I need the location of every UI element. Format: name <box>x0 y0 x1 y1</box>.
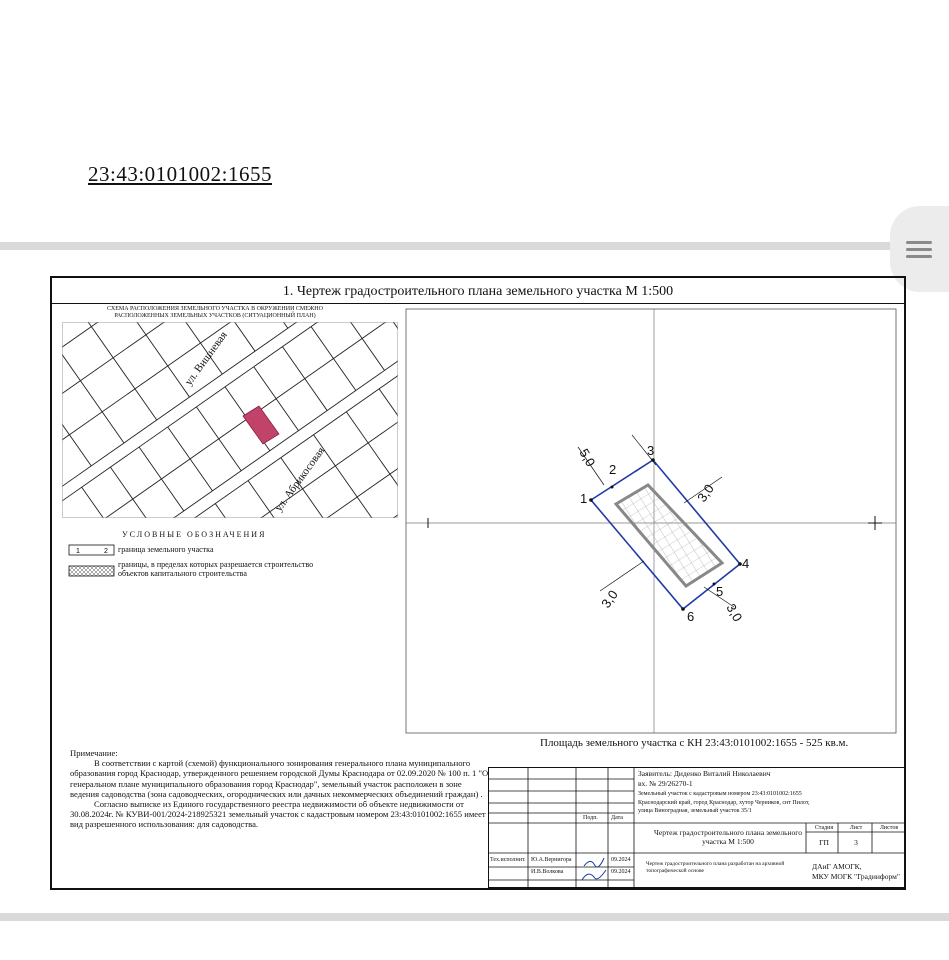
point-3: 3 <box>647 443 655 458</box>
street-label-abrikosovaya: ул. Абрикосовая <box>272 444 328 514</box>
page-divider-top <box>0 242 949 250</box>
point-1: 1 <box>580 491 588 506</box>
stamp-address-2: улица Виноградная, земельный участок 35/1 <box>638 808 752 814</box>
stamp-col-sign: Подп. <box>583 815 598 821</box>
point-6: 6 <box>687 609 695 624</box>
stamp-person-1: Ю.А.Вернигора <box>531 857 572 863</box>
point-4: 4 <box>742 556 750 571</box>
dim-label-1: 5,0 <box>576 446 599 470</box>
page-divider-bottom <box>0 913 949 921</box>
scheme-caption: СХЕМА РАСПОЛОЖЕНИЯ ЗЕМЕЛЬНОГО УЧАСТКА В ОКРУЖЕНИИ СМЕЖНО РАСПОЛОЖЕННЫХ ЗЕМЕЛЬНЫХ УЧАСТКОВ (СИТУАЦИОННЫЙ ПЛАН) <box>107 306 323 319</box>
stamp-stage: ГП <box>819 838 829 847</box>
sheet-title: 1. Чертеж градостроительного плана земельного участка М 1:500 <box>282 284 674 299</box>
note-block <box>70 748 490 830</box>
street-label-vishnevaya: ул. Вишневая <box>182 329 230 388</box>
note-paragraph-2: Согласно выписке из Единого государственного реестра недвижимости об объекте недвижимости от 30.08.2024г. № КУВИ-001/2024-218925321 земельный участок с кадастровым номером 23:43:0101002:1655 имеет вид разрешенного использования: для садоводства. <box>70 799 486 830</box>
legend-symbols <box>68 544 116 580</box>
signature-2 <box>582 870 606 880</box>
stamp-applicant: Заявитель: Диденко Виталий Николаевич <box>638 769 771 778</box>
dim-label-3: 3,0 <box>598 587 621 611</box>
stamp-incoming: вх. № 29/26270-1 <box>638 779 693 788</box>
menu-icon <box>906 241 932 244</box>
stamp-plot: Земельный участок с кадастровым номером 23:43:0101002:1655 <box>638 791 802 797</box>
plot-area-text: Площадь земельного участка с КН 23:43:0101002:1655 - 525 кв.м. <box>540 737 849 749</box>
legend-sample-2: 2 <box>104 548 108 555</box>
point-5: 5 <box>716 584 724 599</box>
highlighted-plot <box>243 406 279 444</box>
menu-icon-bar <box>906 248 932 251</box>
note-paragraph-1: В соответствии с картой (схемой) функционального зонирования генерального плана муниципального образования город Краснодар, утвержденного решением городской Думы Краснодара от 02.09.2020 № 100 п. 1 "О генеральном плане муниципального образования город Краснодар", земельный участок расположен в зоне ведения садоводства (зона садоводческих, огороднических или дачных некоммерческих объединений граждан) . <box>70 758 489 799</box>
stamp-basis: Чертеж градостроительного плана разработан на архивной топографической основе <box>646 861 785 874</box>
signature-1 <box>584 858 604 867</box>
point-2: 2 <box>609 462 617 477</box>
dim-label-2: 3,0 <box>694 481 717 505</box>
stamp-date-2: 09.2024 <box>611 869 631 875</box>
stamp-org-1: ДАиГ АМОГК, <box>812 862 862 871</box>
stamp-role: Тех.исполнит. <box>490 857 526 863</box>
stamp-sheets-header: Листов <box>879 825 899 831</box>
stamp-sheet-number: 3 <box>854 838 858 847</box>
stamp-stage-header: Стадия <box>814 825 834 831</box>
stamp-date-1: 09.2024 <box>611 857 631 863</box>
note-heading: Примечание: <box>70 748 118 758</box>
stamp-doc-title: Чертеж градостроительного плана земельного участка М 1:500 <box>654 828 802 846</box>
stamp-address-1: Краснодарский край, город Краснодар, хутор Черников, снт Пилот, <box>638 800 810 806</box>
legend-item-boundary: граница земельного участка <box>118 545 214 554</box>
legend-sample-1: 1 <box>76 548 80 555</box>
cadastral-number-heading: 23:43:0101002:1655 <box>88 162 273 186</box>
menu-icon-bar <box>906 255 932 258</box>
stamp-col-date: Дата <box>611 815 623 821</box>
stamp-org-2: МКУ МОГК "Градинформ" <box>812 872 900 881</box>
title-rule <box>52 303 905 304</box>
situation-plan <box>62 322 398 518</box>
legend-item-build-zone: границы, в пределах которых разрешается строительство объектов капитального строительства <box>118 560 314 578</box>
stamp-sheet-header: Лист <box>849 825 863 831</box>
legend-title: УСЛОВНЫЕ ОБОЗНАЧЕНИЯ <box>122 530 267 539</box>
dim-label-4: 3,0 <box>723 601 746 625</box>
plot-drawing <box>404 307 898 735</box>
stamp-person-2: И.В.Волкова <box>531 869 564 875</box>
